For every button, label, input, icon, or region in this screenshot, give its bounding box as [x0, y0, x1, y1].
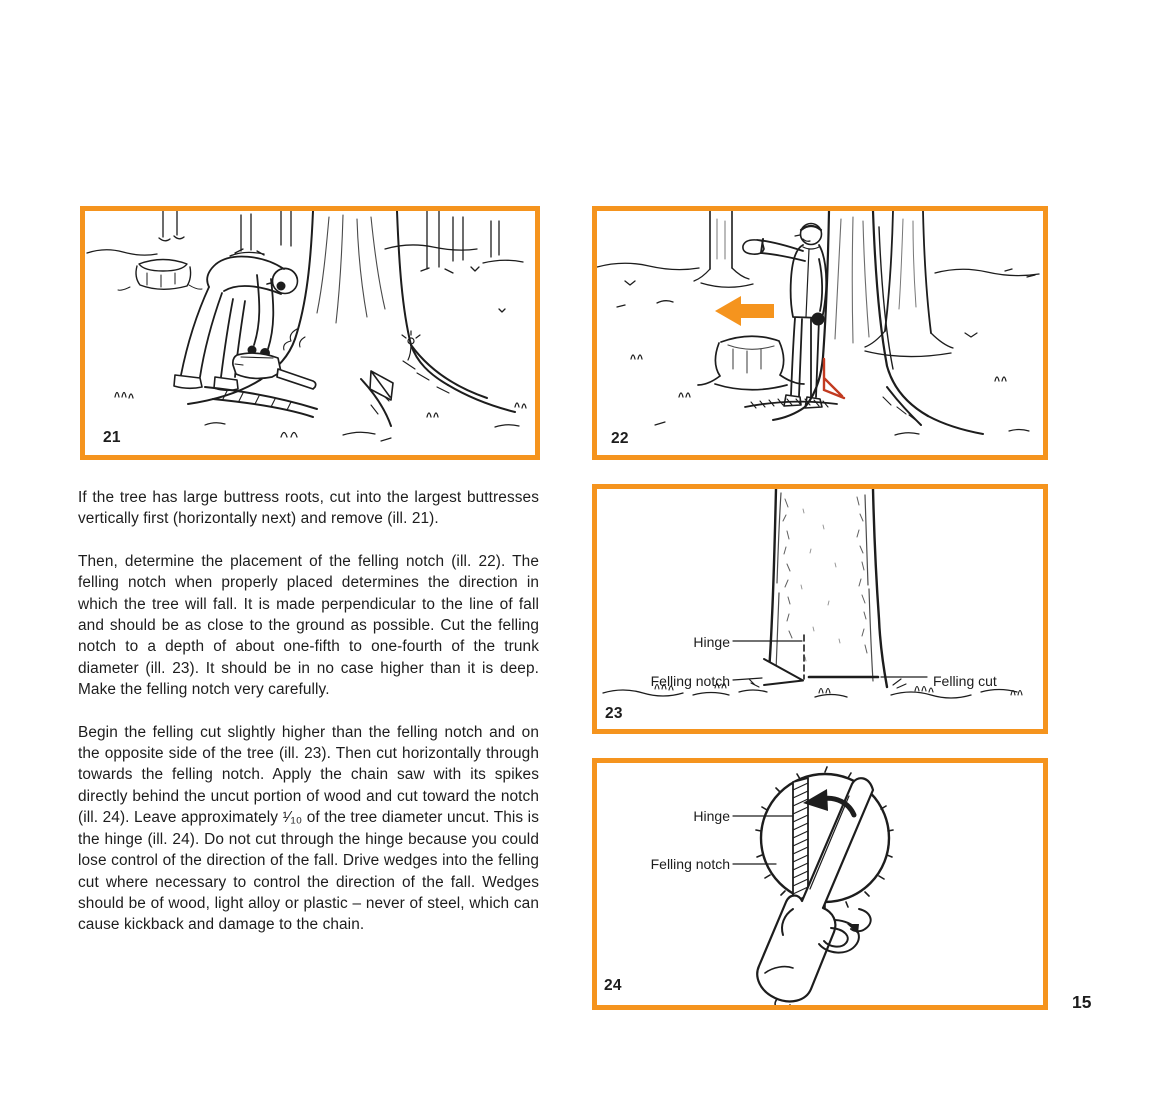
trunk-drawing: [768, 489, 887, 687]
figure-number: 24: [604, 977, 622, 994]
figure-number: 22: [611, 430, 629, 447]
buttress-roots-cutting-illustration: [85, 211, 535, 455]
felling-notch-drawing: [764, 659, 803, 685]
hinge-label: Hinge: [693, 808, 730, 824]
figure-23-frame: [592, 484, 1048, 734]
hinge-top-view-illustration: [597, 763, 1043, 1005]
chainsaw-top-view-drawing: [757, 778, 873, 1005]
label-leader-lines: [733, 641, 927, 680]
hinge-label: Hinge: [693, 634, 730, 650]
felling-notch-mark-drawing: [824, 359, 844, 398]
figure-21-frame: [80, 206, 540, 460]
large-tree-drawing: [188, 211, 515, 426]
body-paragraph-buttress-roots: If the tree has large buttress roots, cut into the largest buttresses vertically first (horizontally next) and remove (ill. 21).: [78, 489, 539, 528]
main-tree-drawing: [773, 211, 983, 434]
chainsaw-drawing: [233, 353, 316, 389]
felling-cut-label: Felling cut: [933, 673, 997, 689]
stump-drawing: [698, 336, 804, 390]
page-number: 15: [1072, 992, 1092, 1012]
felling-cut-side-view-illustration: [597, 489, 1043, 729]
direction-of-fall-illustration: [597, 211, 1043, 455]
root-being-cut-drawing: [205, 387, 317, 417]
felling-notch-label: Felling notch: [650, 856, 730, 872]
figure-number: 21: [103, 429, 121, 446]
figure-number: 23: [605, 705, 623, 722]
figure-22-frame: [592, 206, 1048, 460]
body-paragraph-felling-cut: Begin the felling cut slightly higher than the felling notch and on the opposite side of the tree (ill. 23). Then cut horizontally through towards the felling notch. Apply the chain saw with its spikes directly behind the uncut portion of wood and cut toward the notch (ill. 24). Leave approximately ¹⁄₁₀ of the tree diameter uncut. This is the hinge (ill. 24). Do not cut through the hinge because you could lose control of the direction of the fall. Drive wedges into the felling cut where necessary to control the direction of the fall. Wedges should be of wood, light alloy or plastic – never of steel, which can cause kickback and damage to the chain.: [78, 723, 539, 934]
figure-24-frame: [592, 758, 1048, 1010]
body-paragraph-felling-notch: Then, determine the placement of the felling notch (ill. 22). The felling notch when properly placed determines the direction in which the tree will fall. It is made perpendicular to the line of fall and should be as close to the ground as possible. Cut the felling notch to a depth of about one-fifth to one-fourth of the trunk diameter (ill. 23). It should be in no case higher than it is deep. Make the felling notch very carefully.: [78, 552, 539, 699]
hinge-hatched-strip-drawing: [793, 778, 808, 902]
stump-drawing: [118, 260, 202, 291]
body-text-column: [78, 487, 539, 957]
felling-notch-label: Felling notch: [650, 673, 730, 689]
saw-motion-arrow-icon: [847, 909, 871, 934]
direction-of-fall-arrow-icon: [715, 296, 774, 326]
